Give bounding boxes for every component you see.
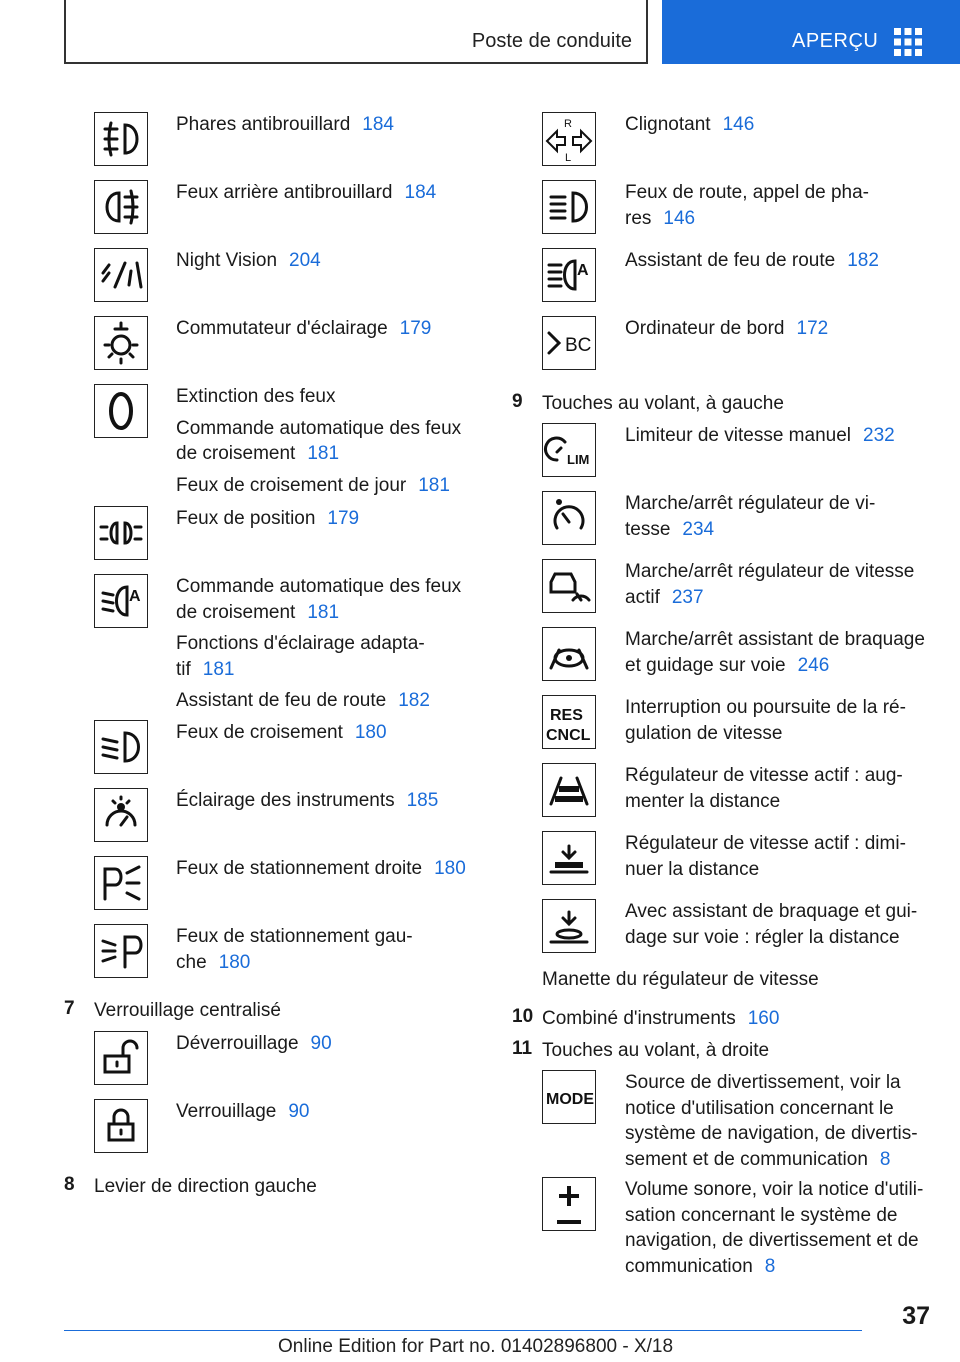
page-reference: 246: [797, 654, 830, 676]
turn-signal-icon: [542, 112, 596, 166]
lock-icon: [94, 1099, 148, 1153]
page-reference: 90: [288, 1101, 310, 1122]
steering-assist-icon: [542, 627, 596, 681]
page-reference: 180: [218, 951, 251, 973]
page-reference: 185: [406, 790, 439, 811]
item-number: 11: [512, 1038, 533, 1059]
entry-text: Verrouillage 90: [176, 1101, 310, 1122]
entry-text: communication 8: [625, 1255, 776, 1277]
entry-text: Feux de route, appel de pha-: [625, 182, 870, 203]
svg-text:RES: RES: [550, 707, 583, 724]
entry-text: Extinction des feux: [176, 386, 336, 407]
overview-tab[interactable]: [662, 0, 960, 64]
entry-text: nuer la distance: [625, 858, 760, 880]
speed-limiter-icon: [542, 423, 596, 477]
entry-text: che 180: [176, 951, 251, 973]
page-reference: 172: [796, 318, 829, 339]
onboard-computer-icon: [542, 316, 596, 370]
entry-text: tif 181: [176, 658, 235, 680]
entry-text: Volume sonore, voir la notice d'utili-: [625, 1179, 924, 1200]
entry-text: Fonctions d'éclairage adapta-: [176, 633, 425, 654]
page-reference: 160: [747, 1008, 780, 1029]
entry-text: Feux de stationnement gau-: [176, 926, 413, 947]
entry-text: dage sur voie : régler la distance: [625, 926, 900, 948]
distance-decrease-icon: [542, 831, 596, 885]
svg-text:LIM: LIM: [567, 452, 590, 467]
page-reference: 232: [863, 425, 895, 446]
entry-text: Interruption ou poursuite de la ré-: [625, 697, 906, 718]
page-reference: 237: [671, 586, 704, 608]
auto-headlight-icon: [94, 574, 148, 628]
svg-text:R: R: [564, 118, 572, 130]
entry-text: Commande automatique des feux: [176, 417, 462, 439]
volume-icon: [542, 1177, 596, 1231]
parking-lights-icon: [94, 506, 148, 560]
entry-text: Régulateur de vitesse actif : aug-: [625, 765, 903, 786]
item-title: Touches au volant, à gauche: [542, 393, 784, 414]
entry-text: Marche/arrêt assistant de braquage: [625, 629, 925, 650]
item-number: 9: [512, 391, 523, 412]
entry-text: Assistant de feu de route 182: [625, 250, 879, 271]
page-reference: 204: [289, 250, 321, 271]
entry-text: gulation de vitesse: [625, 722, 783, 744]
entry-text: Ordinateur de bord 172: [625, 318, 829, 339]
unlock-icon: [94, 1031, 148, 1085]
entry-text: Night Vision 204: [176, 250, 321, 271]
entry-text: Déverrouillage 90: [176, 1033, 332, 1054]
page-reference: 8: [764, 1255, 776, 1277]
svg-text:L: L: [565, 152, 572, 164]
item-subtitle: Manette du régulateur de vitesse: [542, 969, 819, 990]
parking-light-left-icon: [94, 924, 148, 978]
page-reference: 181: [307, 601, 340, 623]
high-beam-icon: [542, 180, 596, 234]
mode-button-icon: [542, 1070, 596, 1124]
entry-text: actif 237: [625, 586, 704, 608]
page-reference: 181: [307, 443, 340, 464]
instrument-lighting-icon: [94, 788, 148, 842]
page-reference: 184: [404, 182, 437, 203]
night-vision-icon: [94, 248, 148, 302]
entry-text: Source de divertissement, voir la: [625, 1072, 901, 1093]
entry-text: de croisement 181: [176, 601, 340, 623]
item-number: 10: [512, 1006, 534, 1027]
entry-text: navigation, de divertissement et de: [625, 1230, 919, 1251]
fog-lights-icon: [94, 112, 148, 166]
low-beam-icon: [94, 720, 148, 774]
parking-light-right-icon: [94, 856, 148, 910]
entry-text: Assistant de feu de route 182: [176, 690, 430, 711]
page-reference: 184: [362, 114, 394, 135]
lights-off-icon: [94, 384, 148, 438]
res-cncl-icon: [542, 695, 596, 749]
entry-text: Éclairage des instruments 185: [176, 790, 439, 811]
entry-text: Clignotant 146: [625, 114, 755, 135]
svg-text:CNCL: CNCL: [546, 727, 591, 744]
svg-text:A: A: [577, 262, 589, 279]
page-reference: 181: [202, 658, 235, 680]
entry-text: notice d'utilisation concernant le: [625, 1097, 894, 1119]
entry-text: Limiteur de vitesse manuel 232: [625, 425, 895, 446]
distance-steering-icon: [542, 899, 596, 953]
entry-text: Phares antibrouillard 184: [176, 114, 394, 135]
high-beam-assist-icon: [542, 248, 596, 302]
page-reference: 146: [722, 114, 755, 135]
cruise-control-icon: [542, 491, 596, 545]
page-reference: 182: [847, 250, 879, 271]
page-reference: 179: [399, 318, 432, 339]
page-number: 37: [902, 1302, 930, 1330]
entry-text: Avec assistant de braquage et gui-: [625, 901, 918, 922]
page-reference: 180: [354, 722, 387, 743]
entry-text: Marche/arrêt régulateur de vitesse: [625, 561, 915, 582]
page-reference: 180: [434, 858, 466, 879]
entry-text: Feux de stationnement droite 180: [176, 858, 466, 879]
item-title: Verrouillage centralisé: [94, 1000, 281, 1021]
page-reference: 181: [418, 474, 450, 496]
entry-text: sation concernant le système de: [625, 1204, 898, 1226]
svg-text:A: A: [129, 588, 141, 605]
entry-text: Feux arrière antibrouillard 184: [176, 182, 437, 203]
entry-text: Feux de croisement 180: [176, 722, 387, 743]
page-reference: 146: [663, 207, 696, 229]
section-title: Poste de conduite: [471, 30, 632, 52]
page-reference: 179: [327, 508, 360, 529]
svg-text:BC: BC: [565, 335, 592, 356]
entry-text: et guidage sur voie 246: [625, 654, 830, 676]
entry-text: Commutateur d'éclairage 179: [176, 318, 432, 339]
entry-text: système de navigation, de divertis-: [625, 1123, 918, 1144]
header-bar: [64, 0, 648, 64]
entry-text: Feux de position 179: [176, 508, 360, 529]
entry-text: Commande automatique des feux: [176, 576, 462, 597]
rear-fog-light-icon: [94, 180, 148, 234]
item-title: Levier de direction gauche: [94, 1176, 317, 1197]
footer-rule: [64, 1330, 862, 1331]
item-title: Touches au volant, à droite: [542, 1040, 770, 1061]
entry-text: Régulateur de vitesse actif : dimi-: [625, 833, 906, 854]
grid-icon: [894, 28, 922, 56]
page-reference: 234: [682, 518, 715, 540]
page-reference: 8: [879, 1148, 891, 1170]
entry-text: res 146: [625, 207, 696, 229]
entry-text: Marche/arrêt régulateur de vi-: [625, 493, 876, 514]
light-switch-icon: [94, 316, 148, 370]
entry-text: tesse 234: [625, 518, 715, 540]
item-number: 7: [64, 998, 75, 1019]
entry-text: menter la distance: [625, 790, 781, 812]
svg-text:MODE: MODE: [546, 1091, 594, 1108]
entry-text: sement et de communication 8: [625, 1148, 891, 1170]
edition-note: Online Edition for Part no. 01402896800 - X/18: [278, 1336, 674, 1357]
overview-tab-label: APERÇU: [792, 30, 879, 52]
page-reference: 182: [398, 690, 430, 711]
entry-text: Feux de croisement de jour 181: [176, 474, 450, 496]
page-reference: 90: [310, 1033, 332, 1054]
item-title: Combiné d'instruments 160: [542, 1008, 780, 1029]
item-number: 8: [64, 1174, 75, 1195]
distance-increase-icon: [542, 763, 596, 817]
active-cruise-icon: [542, 559, 596, 613]
entry-text: de croisement 181: [176, 443, 340, 464]
